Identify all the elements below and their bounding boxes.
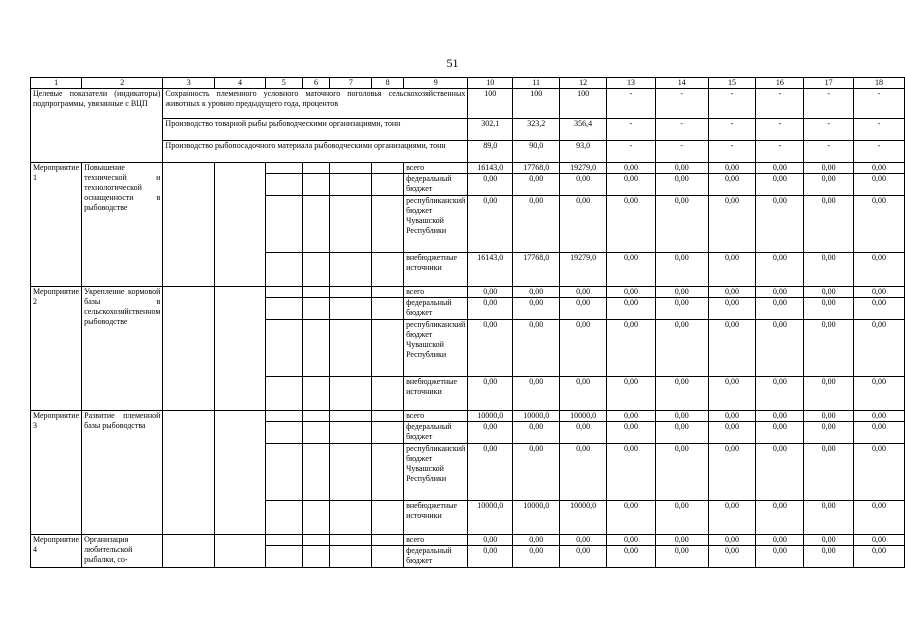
funding-value: 0,00	[804, 253, 854, 287]
funding-source: республиканский бюджет Чувашской Республики	[404, 320, 468, 377]
column-number: 18	[854, 78, 905, 89]
empty-cell	[302, 287, 330, 298]
funding-value: 0,00	[854, 174, 905, 196]
empty-cell	[372, 163, 404, 174]
funding-value: 0,00	[708, 174, 756, 196]
funding-value: 0,00	[513, 298, 560, 320]
funding-value: 0,00	[804, 501, 854, 535]
funding-value: 0,00	[513, 287, 560, 298]
empty-cell	[265, 174, 302, 196]
empty-cell	[302, 253, 330, 287]
funding-value: 0,00	[655, 298, 708, 320]
empty-cell	[330, 253, 372, 287]
column-number: 7	[330, 78, 372, 89]
funding-value: 0,00	[756, 535, 804, 546]
funding-value: 0,00	[468, 422, 513, 444]
indicator-value: -	[804, 119, 854, 141]
indicator-value: -	[607, 119, 656, 141]
measure-row	[31, 411, 905, 422]
funding-value: 0,00	[655, 174, 708, 196]
funding-value: 16143,0	[468, 253, 513, 287]
indicator-value: -	[607, 89, 656, 119]
indicator-value: 302,1	[468, 119, 513, 141]
funding-source: всего	[404, 163, 468, 174]
funding-value: 0,00	[804, 196, 854, 253]
funding-source: федеральный бюджет	[404, 174, 468, 196]
measure-row	[31, 535, 905, 546]
empty-cell	[265, 411, 302, 422]
funding-value: 0,00	[854, 196, 905, 253]
funding-value: 0,00	[560, 320, 607, 377]
column-number: 10	[468, 78, 513, 89]
funding-value: 0,00	[756, 287, 804, 298]
indicator-value: -	[804, 141, 854, 163]
indicator-value: 89,0	[468, 141, 513, 163]
funding-value: 0,00	[708, 411, 756, 422]
funding-value: 0,00	[513, 320, 560, 377]
column-number: 15	[708, 78, 756, 89]
funding-source: всего	[404, 535, 468, 546]
empty-cell	[330, 377, 372, 411]
column-number: 16	[756, 78, 804, 89]
empty-cell	[265, 298, 302, 320]
empty-cell	[265, 377, 302, 411]
funding-value: 10000,0	[560, 501, 607, 535]
empty-cell	[302, 174, 330, 196]
funding-value: 17768,0	[513, 253, 560, 287]
funding-value: 0,00	[655, 196, 708, 253]
column-number: 14	[655, 78, 708, 89]
funding-value: 0,00	[607, 535, 656, 546]
header-row	[31, 78, 905, 89]
indicator-value: -	[804, 89, 854, 119]
funding-value: 0,00	[607, 298, 656, 320]
funding-value: 0,00	[756, 320, 804, 377]
empty-cell	[302, 377, 330, 411]
funding-source: всего	[404, 411, 468, 422]
funding-value: 0,00	[560, 444, 607, 501]
funding-value: 0,00	[708, 422, 756, 444]
indicator-value: -	[756, 89, 804, 119]
column-number: 17	[804, 78, 854, 89]
funding-value: 0,00	[804, 546, 854, 568]
funding-value: 0,00	[607, 163, 656, 174]
measure-label: Мероприятие 1	[31, 163, 82, 287]
column-number: 2	[82, 78, 163, 89]
column-number: 4	[215, 78, 266, 89]
funding-value: 0,00	[854, 422, 905, 444]
funding-value: 0,00	[560, 535, 607, 546]
empty-cell	[372, 546, 404, 568]
funding-value: 0,00	[708, 501, 756, 535]
funding-value: 0,00	[513, 546, 560, 568]
indicator-value: 100	[468, 89, 513, 119]
empty-cell	[372, 411, 404, 422]
funding-value: 0,00	[468, 174, 513, 196]
empty-cell	[372, 444, 404, 501]
indicator-value: -	[655, 141, 708, 163]
funding-value: 17768,0	[513, 163, 560, 174]
funding-value: 0,00	[854, 163, 905, 174]
funding-value: 0,00	[513, 174, 560, 196]
measure-row	[31, 287, 905, 298]
empty-cell	[163, 163, 215, 287]
empty-cell	[372, 535, 404, 546]
empty-cell	[372, 253, 404, 287]
empty-cell	[372, 377, 404, 411]
funding-value: 16143,0	[468, 163, 513, 174]
funding-source: федеральный бюджет	[404, 546, 468, 568]
funding-value: 0,00	[854, 546, 905, 568]
funding-value: 0,00	[513, 444, 560, 501]
indicator-value: 356,4	[560, 119, 607, 141]
indicator-value: 93,0	[560, 141, 607, 163]
funding-value: 0,00	[756, 444, 804, 501]
empty-cell	[265, 163, 302, 174]
funding-value: 0,00	[708, 535, 756, 546]
measure-label: Мероприятие 4	[31, 535, 82, 568]
funding-value: 0,00	[560, 196, 607, 253]
funding-value: 0,00	[513, 196, 560, 253]
empty-cell	[330, 501, 372, 535]
empty-cell	[265, 535, 302, 546]
funding-value: 0,00	[655, 287, 708, 298]
empty-cell	[372, 320, 404, 377]
measure-title: Повышение технической и технологической оснащенности в рыбоводстве	[82, 163, 163, 287]
column-number: 12	[560, 78, 607, 89]
column-number: 3	[163, 78, 215, 89]
empty-cell	[302, 535, 330, 546]
funding-value: 0,00	[854, 411, 905, 422]
funding-value: 0,00	[804, 320, 854, 377]
funding-value: 0,00	[655, 377, 708, 411]
indicator-value: 90,0	[513, 141, 560, 163]
empty-cell	[302, 546, 330, 568]
funding-value: 0,00	[804, 287, 854, 298]
indicator-value: -	[708, 89, 756, 119]
funding-value: 0,00	[560, 377, 607, 411]
empty-cell	[330, 411, 372, 422]
funding-value: 0,00	[708, 196, 756, 253]
empty-cell	[302, 320, 330, 377]
funding-value: 0,00	[468, 287, 513, 298]
funding-value: 0,00	[804, 298, 854, 320]
funding-value: 0,00	[708, 444, 756, 501]
funding-source: внебюджетные источники	[404, 501, 468, 535]
program-table	[30, 77, 905, 568]
indicator-value: -	[756, 119, 804, 141]
funding-value: 0,00	[655, 501, 708, 535]
funding-value: 0,00	[804, 411, 854, 422]
indicator-text: Производство рыбопосадочного материала рыбоводческими организациями, тонн	[163, 141, 468, 163]
column-number: 8	[372, 78, 404, 89]
empty-cell	[265, 422, 302, 444]
empty-cell	[163, 411, 215, 535]
funding-value: 0,00	[607, 196, 656, 253]
empty-cell	[215, 163, 266, 287]
indicator-value: -	[607, 141, 656, 163]
indicator-value: -	[708, 141, 756, 163]
funding-value: 0,00	[854, 501, 905, 535]
funding-value: 0,00	[804, 174, 854, 196]
empty-cell	[265, 320, 302, 377]
column-number: 13	[607, 78, 656, 89]
empty-cell	[163, 535, 215, 568]
funding-value: 0,00	[468, 377, 513, 411]
empty-cell	[330, 298, 372, 320]
empty-cell	[330, 287, 372, 298]
empty-cell	[330, 546, 372, 568]
funding-value: 0,00	[655, 411, 708, 422]
funding-value: 0,00	[607, 422, 656, 444]
indicator-value: 100	[560, 89, 607, 119]
funding-value: 0,00	[854, 253, 905, 287]
funding-source: внебюджетные источники	[404, 253, 468, 287]
funding-value: 0,00	[560, 174, 607, 196]
funding-value: 0,00	[607, 320, 656, 377]
empty-cell	[372, 196, 404, 253]
funding-value: 10000,0	[468, 411, 513, 422]
empty-cell	[330, 444, 372, 501]
indicator-text: Сохранность племенного условного маточного поголовья сельскохозяйственных животных к уровню предыдущего года, процентов	[163, 89, 468, 119]
indicator-text: Производство товарной рыбы рыбоводческими организациями, тонн	[163, 119, 468, 141]
empty-cell	[265, 546, 302, 568]
funding-value: 19279,0	[560, 163, 607, 174]
funding-value: 0,00	[804, 444, 854, 501]
funding-value: 0,00	[756, 501, 804, 535]
funding-value: 10000,0	[560, 411, 607, 422]
funding-value: 0,00	[607, 444, 656, 501]
measure-title: Организация любительской рыбалки, со-	[82, 535, 163, 568]
empty-cell	[302, 444, 330, 501]
empty-cell	[302, 422, 330, 444]
indicators-label: Целевые показатели (индикаторы) подпрограммы, увязанные с ВЦП	[31, 89, 163, 163]
funding-value: 0,00	[756, 546, 804, 568]
funding-value: 0,00	[655, 163, 708, 174]
empty-cell	[302, 163, 330, 174]
funding-value: 0,00	[655, 546, 708, 568]
column-number: 1	[31, 78, 82, 89]
empty-cell	[302, 298, 330, 320]
funding-value: 0,00	[468, 298, 513, 320]
funding-value: 10000,0	[513, 501, 560, 535]
empty-cell	[372, 287, 404, 298]
funding-value: 0,00	[468, 320, 513, 377]
funding-value: 0,00	[854, 535, 905, 546]
indicator-row	[31, 89, 905, 119]
funding-value: 0,00	[655, 444, 708, 501]
empty-cell	[330, 196, 372, 253]
empty-cell	[265, 444, 302, 501]
empty-cell	[302, 501, 330, 535]
empty-cell	[330, 422, 372, 444]
empty-cell	[163, 287, 215, 411]
funding-value: 0,00	[854, 287, 905, 298]
empty-cell	[330, 320, 372, 377]
funding-value: 0,00	[708, 253, 756, 287]
funding-value: 0,00	[560, 298, 607, 320]
funding-value: 0,00	[854, 320, 905, 377]
funding-value: 0,00	[708, 377, 756, 411]
funding-value: 0,00	[804, 535, 854, 546]
funding-value: 0,00	[607, 501, 656, 535]
funding-value: 10000,0	[513, 411, 560, 422]
funding-value: 19279,0	[560, 253, 607, 287]
empty-cell	[265, 287, 302, 298]
empty-cell	[330, 163, 372, 174]
funding-value: 0,00	[804, 422, 854, 444]
funding-value: 0,00	[708, 163, 756, 174]
funding-value: 0,00	[607, 287, 656, 298]
measure-row	[31, 163, 905, 174]
empty-cell	[215, 535, 266, 568]
funding-source: федеральный бюджет	[404, 422, 468, 444]
empty-cell	[372, 422, 404, 444]
funding-value: 0,00	[560, 287, 607, 298]
funding-value: 0,00	[513, 422, 560, 444]
funding-value: 0,00	[513, 535, 560, 546]
indicator-value: -	[756, 141, 804, 163]
column-number: 5	[265, 78, 302, 89]
indicator-value: 323,2	[513, 119, 560, 141]
empty-cell	[372, 501, 404, 535]
funding-value: 0,00	[607, 377, 656, 411]
column-number: 6	[302, 78, 330, 89]
funding-value: 0,00	[607, 174, 656, 196]
funding-value: 0,00	[708, 298, 756, 320]
indicator-value: 100	[513, 89, 560, 119]
funding-value: 0,00	[655, 253, 708, 287]
funding-source: внебюджетные источники	[404, 377, 468, 411]
measure-label: Мероприятие 2	[31, 287, 82, 411]
measure-label: Мероприятие 3	[31, 411, 82, 535]
funding-value: 0,00	[468, 444, 513, 501]
empty-cell	[265, 501, 302, 535]
funding-value: 0,00	[854, 444, 905, 501]
funding-value: 0,00	[804, 163, 854, 174]
funding-value: 10000,0	[468, 501, 513, 535]
funding-value: 0,00	[756, 174, 804, 196]
empty-cell	[302, 411, 330, 422]
indicator-value: -	[854, 141, 905, 163]
indicator-value: -	[655, 119, 708, 141]
funding-value: 0,00	[607, 546, 656, 568]
indicator-value: -	[854, 119, 905, 141]
column-number: 11	[513, 78, 560, 89]
indicator-value: -	[708, 119, 756, 141]
funding-value: 0,00	[468, 535, 513, 546]
funding-value: 0,00	[854, 298, 905, 320]
empty-cell	[330, 535, 372, 546]
funding-source: федеральный бюджет	[404, 298, 468, 320]
funding-value: 0,00	[468, 546, 513, 568]
funding-value: 0,00	[756, 298, 804, 320]
empty-cell	[215, 287, 266, 411]
funding-value: 0,00	[708, 320, 756, 377]
measure-title: Развитие племенной базы рыбоводства	[82, 411, 163, 535]
funding-value: 0,00	[708, 287, 756, 298]
funding-value: 0,00	[607, 411, 656, 422]
empty-cell	[330, 174, 372, 196]
funding-value: 0,00	[756, 196, 804, 253]
funding-value: 0,00	[655, 535, 708, 546]
funding-value: 0,00	[655, 320, 708, 377]
funding-value: 0,00	[513, 377, 560, 411]
funding-value: 0,00	[468, 196, 513, 253]
funding-value: 0,00	[560, 422, 607, 444]
funding-source: республиканский бюджет Чувашской Республики	[404, 196, 468, 253]
funding-value: 0,00	[756, 422, 804, 444]
funding-value: 0,00	[854, 377, 905, 411]
empty-cell	[372, 298, 404, 320]
empty-cell	[215, 411, 266, 535]
indicator-value: -	[655, 89, 708, 119]
funding-value: 0,00	[607, 253, 656, 287]
empty-cell	[302, 196, 330, 253]
funding-value: 0,00	[655, 422, 708, 444]
measure-title: Укрепление кормовой базы в сельскохозяйственном рыбоводстве	[82, 287, 163, 411]
page-number: 51	[446, 56, 459, 70]
funding-value: 0,00	[756, 377, 804, 411]
funding-value: 0,00	[708, 546, 756, 568]
funding-value: 0,00	[560, 546, 607, 568]
funding-value: 0,00	[756, 163, 804, 174]
funding-value: 0,00	[756, 411, 804, 422]
funding-source: республиканский бюджет Чувашской Республики	[404, 444, 468, 501]
indicator-value: -	[854, 89, 905, 119]
funding-value: 0,00	[804, 377, 854, 411]
empty-cell	[372, 174, 404, 196]
empty-cell	[265, 253, 302, 287]
column-number: 9	[404, 78, 468, 89]
empty-cell	[265, 196, 302, 253]
funding-value: 0,00	[756, 253, 804, 287]
funding-source: всего	[404, 287, 468, 298]
